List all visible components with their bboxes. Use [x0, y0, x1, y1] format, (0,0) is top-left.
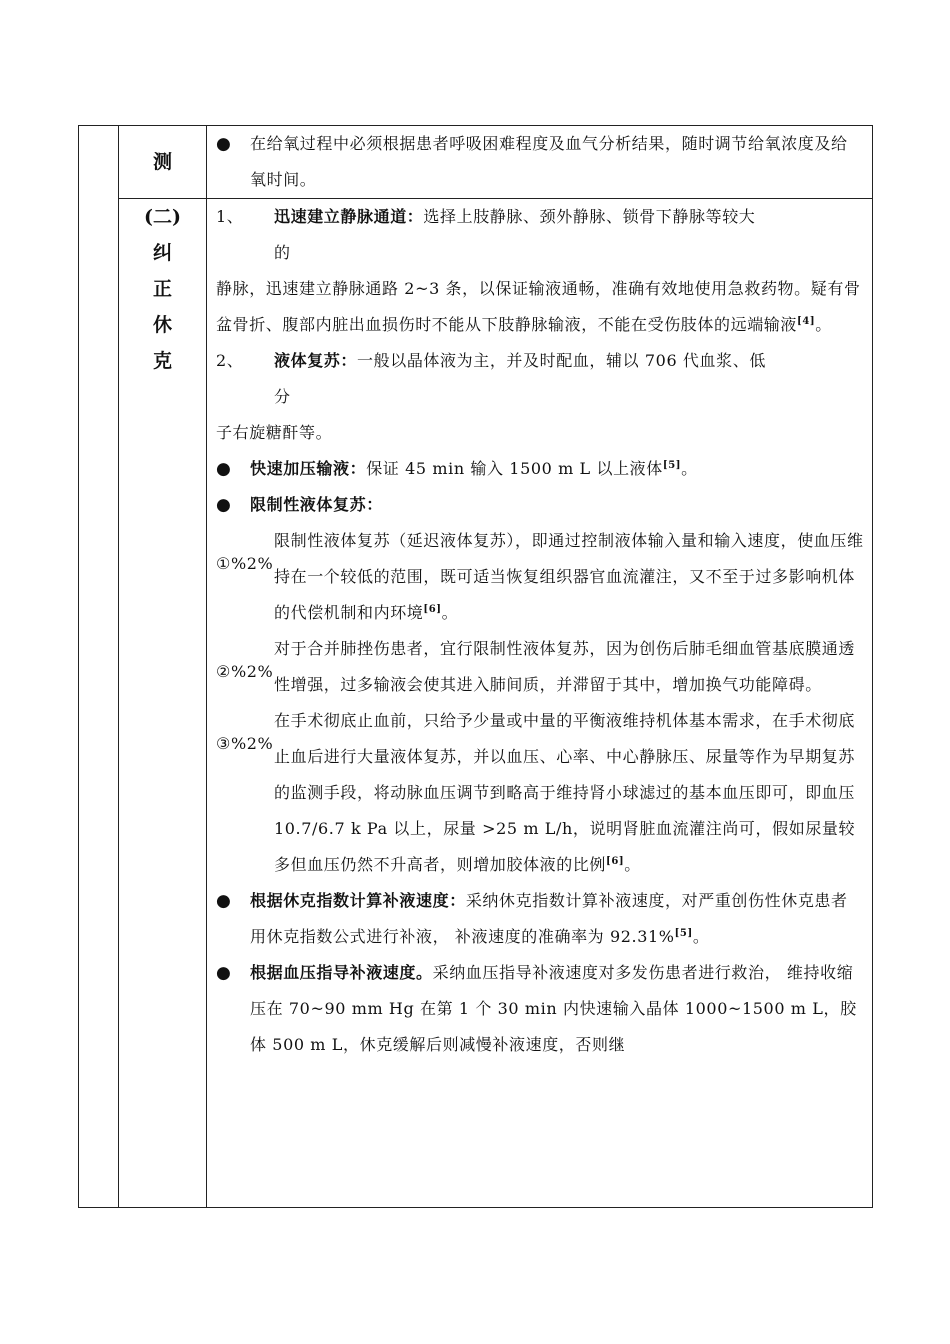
- list-item: [216, 955, 864, 1063]
- content-cell: [207, 126, 873, 199]
- paragraph-text: 子右旋糖酐等。: [216, 423, 333, 442]
- item-heading: 限制性液体复苏：: [250, 495, 383, 514]
- paragraph: [216, 271, 864, 343]
- table-row: [79, 126, 873, 199]
- paragraph: [216, 415, 864, 451]
- section-label-char: 休: [152, 314, 172, 336]
- list-item: [216, 451, 864, 487]
- citation: [4]: [797, 316, 816, 327]
- section-label-cell: [119, 199, 207, 1208]
- item-text: 限制性液体复苏（延迟液体复苏），即通过控制液体输入量和输入速度，使血压维持在一个较低的范围，既可适当恢复组织器官血流灌注，又不至于过多影响机体的代偿机制和内环境: [274, 531, 864, 622]
- item-text: 对于合并肺挫伤患者，宜行限制性液体复苏，因为创伤后肺毛细血管基底膜通透性增强，过多输液会使其进入肺间质，并滞留于其中，增加换气功能障碍。: [274, 639, 856, 694]
- table-row: [79, 199, 873, 1208]
- item-heading: 液体复苏：: [274, 351, 358, 370]
- punctuation: 。: [441, 603, 459, 622]
- numbered-item: [216, 343, 864, 415]
- content-table: [78, 125, 873, 1208]
- item-text: 选择上肢静脉、颈外静脉、锁骨下静脉等较大: [423, 207, 756, 226]
- section-label-cell: [119, 126, 207, 199]
- item-text: 采纳血压指导补液速度对多发伤患者进行救治， 维持收缩压在 70~90 mm Hg 在第 1 个 30 min 内快速输入晶体 1000~1500 m L，胶体 500 m L，休克缓解后则减慢补液速度，否则继: [250, 963, 857, 1054]
- content-cell: [207, 199, 873, 1208]
- item-marker: ②%2%: [216, 662, 274, 681]
- section-label-char: 克: [152, 350, 172, 372]
- punctuation: 。: [624, 855, 641, 874]
- bullet-icon: ●: [216, 459, 232, 479]
- bullet-icon: ●: [216, 134, 232, 154]
- item-number: 1、: [216, 207, 244, 226]
- item-marker: ①%2%: [216, 554, 274, 573]
- item-text-wrap: 分: [274, 387, 291, 406]
- bullet-icon: ●: [216, 963, 232, 983]
- item-marker: ③%2%: [216, 734, 274, 753]
- document-page: [78, 125, 872, 1206]
- citation: [5]: [674, 928, 693, 939]
- circled-item: [216, 703, 864, 883]
- citation: [5]: [662, 460, 682, 471]
- item-heading: 快速加压输液：: [250, 459, 367, 478]
- section-label-char: 正: [152, 278, 172, 300]
- circled-item: [216, 631, 864, 703]
- list-item: [216, 883, 864, 955]
- circled-item: [216, 523, 864, 631]
- section-label-char: 纠: [152, 242, 172, 264]
- item-heading: 根据血压指导补液速度。: [250, 963, 433, 982]
- list-item: [216, 126, 864, 198]
- item-text-wrap: 的: [274, 243, 291, 262]
- item-number: 2、: [216, 351, 244, 370]
- punctuation: 。: [815, 315, 832, 334]
- left-margin-cell: [79, 126, 119, 1208]
- item-heading: 根据休克指数计算补液速度：: [250, 891, 466, 910]
- bullet-icon: ●: [216, 495, 232, 515]
- item-text: 在手术彻底止血前，只给予少量或中量的平衡液维持机体基本需求，在手术彻底止血后进行大量液体复苏，并以血压、心率、中心静脉压、尿量等作为早期复苏的监测手段，将动脉血压调节到略高于维持肾小球滤过的基本血压即可，即血压 10.7/6.7 k Pa 以上，尿量 >25 m L/h，说明肾脏血流灌注尚可，假如尿量较多但血压仍然不升高者，则增加胶体液的比例: [274, 711, 856, 874]
- item-text: 一般以晶体液为主，并及时配血，辅以 706 代血浆、低: [357, 351, 766, 370]
- bullet-icon: ●: [216, 891, 232, 911]
- punctuation: 。: [692, 927, 710, 946]
- section-label-char: (二): [144, 206, 181, 228]
- paragraph-text: 静脉，迅速建立静脉通路 2~3 条，以保证输液通畅，准确有效地使用急救药物。疑有骨盆骨折、腹部内脏出血损伤时不能从下肢静脉输液，不能在受伤肢体的远端输液: [216, 279, 861, 334]
- item-text: 采纳休克指数计算补液速度，对严重创伤性休克患者用休克指数公式进行补液， 补液速度的准确率为 92.31%: [250, 891, 848, 946]
- punctuation: 。: [681, 459, 698, 478]
- list-item: [216, 487, 864, 523]
- citation: [6]: [423, 604, 442, 615]
- item-text: 保证 45 min 输入 1500 m L 以上液体: [366, 459, 663, 478]
- citation: [6]: [606, 856, 625, 867]
- item-heading: 迅速建立静脉通道：: [274, 207, 424, 226]
- section-label-char: 测: [152, 151, 172, 173]
- numbered-item: [216, 199, 864, 271]
- bullet-text: 在给氧过程中必须根据患者呼吸困难程度及血气分析结果，随时调节给氧浓度及给氧时间。: [250, 134, 848, 189]
